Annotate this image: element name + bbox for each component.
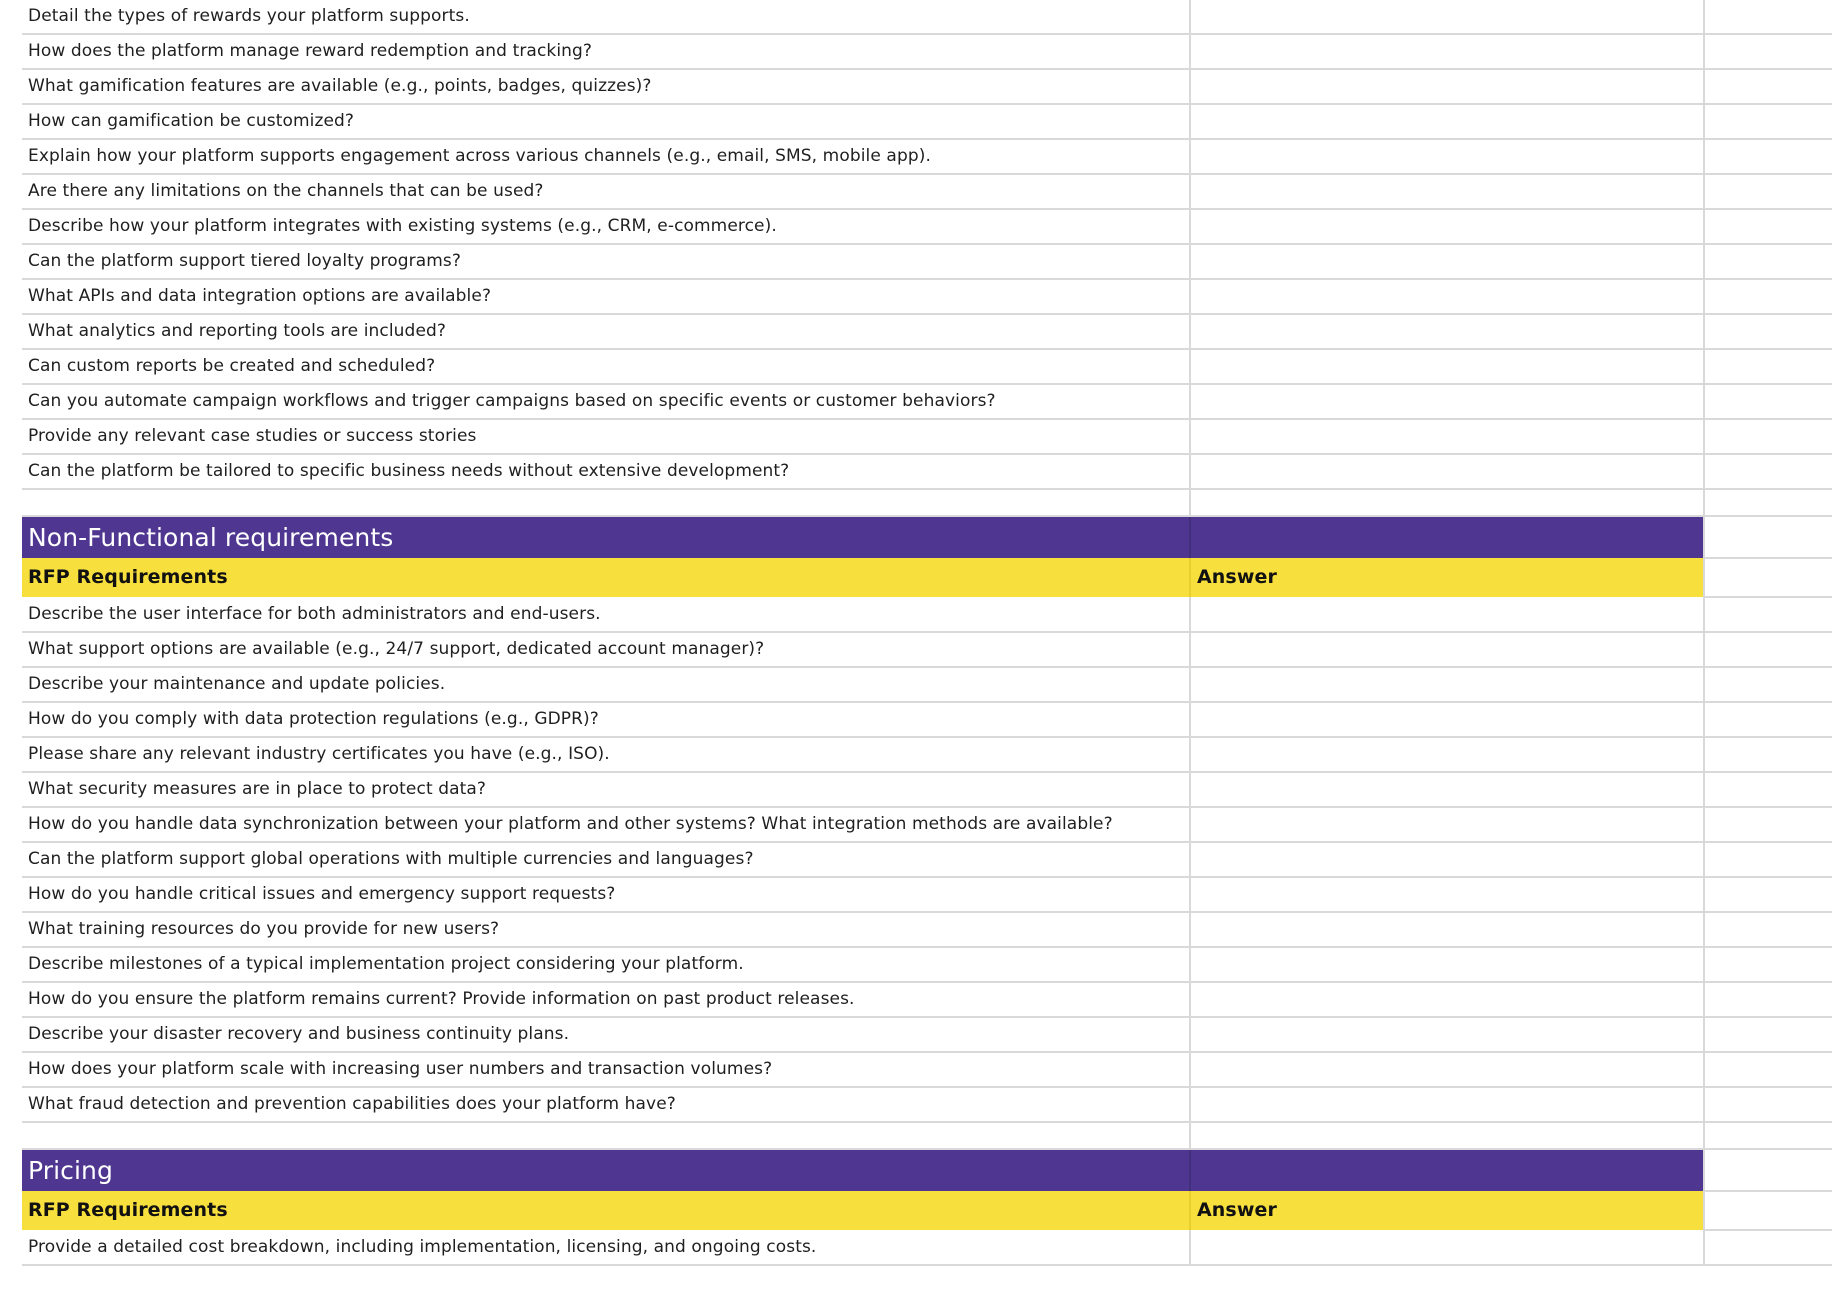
requirement-cell[interactable]: What training resources do you provide for new users? xyxy=(22,912,1190,947)
section-title[interactable]: Non-Functional requirements xyxy=(22,516,1190,558)
table-row xyxy=(22,807,1832,842)
table-row xyxy=(22,384,1832,419)
requirement-cell[interactable]: Can custom reports be created and scheduled? xyxy=(22,349,1190,384)
answer-cell[interactable] xyxy=(1190,737,1704,772)
section-title[interactable]: Pricing xyxy=(22,1149,1190,1191)
empty-cell[interactable] xyxy=(1704,314,1832,349)
answer-cell[interactable] xyxy=(1190,1052,1704,1087)
empty-cell[interactable] xyxy=(1704,1191,1832,1230)
requirement-cell[interactable]: What security measures are in place to protect data? xyxy=(22,772,1190,807)
requirement-cell[interactable]: Can the platform support global operations with multiple currencies and languages? xyxy=(22,842,1190,877)
empty-cell[interactable] xyxy=(1704,209,1832,244)
table-row xyxy=(22,632,1832,667)
requirement-cell[interactable]: Can the platform support tiered loyalty programs? xyxy=(22,244,1190,279)
table-row xyxy=(22,702,1832,737)
answer-cell[interactable] xyxy=(1190,667,1704,702)
requirement-cell[interactable]: Describe the user interface for both administrators and end-users. xyxy=(22,597,1190,632)
rfp-table xyxy=(22,0,1832,1266)
empty-cell[interactable] xyxy=(1704,1087,1832,1122)
empty-cell[interactable] xyxy=(1190,1122,1704,1149)
table-row xyxy=(22,34,1832,69)
table-row xyxy=(22,69,1832,104)
table-row xyxy=(22,877,1832,912)
empty-cell[interactable] xyxy=(1704,104,1832,139)
empty-cell[interactable] xyxy=(1704,34,1832,69)
header-requirements[interactable]: RFP Requirements xyxy=(22,1191,1190,1230)
requirement-cell[interactable]: Detail the types of rewards your platform supports. xyxy=(22,0,1190,34)
empty-cell[interactable] xyxy=(1704,516,1832,558)
empty-cell[interactable] xyxy=(1704,139,1832,174)
requirement-cell[interactable]: Describe your disaster recovery and business continuity plans. xyxy=(22,1017,1190,1052)
requirement-cell[interactable]: Describe milestones of a typical implementation project considering your platform. xyxy=(22,947,1190,982)
empty-cell[interactable] xyxy=(1704,419,1832,454)
table-row xyxy=(22,947,1832,982)
empty-cell[interactable] xyxy=(1704,174,1832,209)
answer-cell[interactable] xyxy=(1190,1017,1704,1052)
table-row xyxy=(22,454,1832,489)
empty-cell[interactable] xyxy=(1704,69,1832,104)
requirement-cell[interactable]: How does your platform scale with increasing user numbers and transaction volumes? xyxy=(22,1052,1190,1087)
requirement-cell[interactable]: Please share any relevant industry certificates you have (e.g., ISO). xyxy=(22,737,1190,772)
requirement-cell[interactable]: How does the platform manage reward redemption and tracking? xyxy=(22,34,1190,69)
answer-cell[interactable] xyxy=(1190,69,1704,104)
answer-cell[interactable] xyxy=(1190,349,1704,384)
empty-cell[interactable] xyxy=(1704,349,1832,384)
answer-cell[interactable] xyxy=(1190,1230,1704,1265)
requirement-cell[interactable]: How do you comply with data protection regulations (e.g., GDPR)? xyxy=(22,702,1190,737)
empty-cell[interactable] xyxy=(1704,1052,1832,1087)
answer-cell[interactable] xyxy=(1190,842,1704,877)
requirement-cell[interactable]: How do you ensure the platform remains current? Provide information on past product releases. xyxy=(22,982,1190,1017)
table-row xyxy=(22,209,1832,244)
answer-cell[interactable] xyxy=(1190,139,1704,174)
empty-cell[interactable] xyxy=(1704,632,1832,667)
column-header-row xyxy=(22,558,1832,597)
empty-cell[interactable] xyxy=(1704,489,1832,516)
empty-cell[interactable] xyxy=(1704,1017,1832,1052)
section-title-row xyxy=(22,516,1832,558)
empty-cell[interactable] xyxy=(1704,737,1832,772)
table-row xyxy=(22,0,1832,34)
header-answer[interactable]: Answer xyxy=(1190,1191,1704,1230)
answer-cell[interactable] xyxy=(1190,279,1704,314)
blank-row xyxy=(22,489,1832,516)
table-row xyxy=(22,1052,1832,1087)
table-row xyxy=(22,174,1832,209)
answer-cell[interactable] xyxy=(1190,632,1704,667)
requirement-cell[interactable]: Can you automate campaign workflows and trigger campaigns based on specific events or customer behaviors? xyxy=(22,384,1190,419)
answer-cell[interactable] xyxy=(1190,912,1704,947)
answer-cell[interactable] xyxy=(1190,702,1704,737)
requirement-cell[interactable]: What APIs and data integration options are available? xyxy=(22,279,1190,314)
header-requirements[interactable]: RFP Requirements xyxy=(22,558,1190,597)
requirement-cell[interactable]: Explain how your platform supports engagement across various channels (e.g., email, SMS, mobile app). xyxy=(22,139,1190,174)
answer-cell[interactable] xyxy=(1190,244,1704,279)
answer-cell[interactable] xyxy=(1190,34,1704,69)
table-row xyxy=(22,772,1832,807)
requirement-cell[interactable]: How do you handle data synchronization between your platform and other systems? What integration methods are available? xyxy=(22,807,1190,842)
empty-cell[interactable] xyxy=(1704,982,1832,1017)
requirement-cell[interactable]: What support options are available (e.g., 24/7 support, dedicated account manager)? xyxy=(22,632,1190,667)
requirement-cell[interactable]: How can gamification be customized? xyxy=(22,104,1190,139)
answer-cell[interactable] xyxy=(1190,314,1704,349)
empty-cell[interactable] xyxy=(1704,597,1832,632)
answer-cell[interactable] xyxy=(1190,1087,1704,1122)
requirement-cell[interactable]: Can the platform be tailored to specific business needs without extensive development? xyxy=(22,454,1190,489)
empty-cell[interactable] xyxy=(1704,244,1832,279)
table-row xyxy=(22,1087,1832,1122)
table-row xyxy=(22,667,1832,702)
table-row xyxy=(22,737,1832,772)
table-row xyxy=(22,597,1832,632)
table-row xyxy=(22,349,1832,384)
requirement-cell[interactable]: Describe how your platform integrates with existing systems (e.g., CRM, e-commerce). xyxy=(22,209,1190,244)
answer-cell[interactable] xyxy=(1190,772,1704,807)
section-title-fill[interactable] xyxy=(1190,1149,1704,1191)
empty-cell[interactable] xyxy=(1704,1230,1832,1265)
requirement-cell[interactable]: Provide any relevant case studies or success stories xyxy=(22,419,1190,454)
answer-cell[interactable] xyxy=(1190,419,1704,454)
table-row xyxy=(22,1017,1832,1052)
empty-cell[interactable] xyxy=(1704,702,1832,737)
requirement-cell[interactable]: What gamification features are available (e.g., points, badges, quizzes)? xyxy=(22,69,1190,104)
answer-cell[interactable] xyxy=(1190,104,1704,139)
table-row xyxy=(22,279,1832,314)
blank-row xyxy=(22,1122,1832,1149)
answer-cell[interactable] xyxy=(1190,807,1704,842)
answer-cell[interactable] xyxy=(1190,174,1704,209)
table-row xyxy=(22,139,1832,174)
empty-cell[interactable] xyxy=(1704,1122,1832,1149)
requirement-cell[interactable]: Describe your maintenance and update policies. xyxy=(22,667,1190,702)
table-row xyxy=(22,104,1832,139)
table-row xyxy=(22,912,1832,947)
empty-cell[interactable] xyxy=(1704,454,1832,489)
answer-cell[interactable] xyxy=(1190,947,1704,982)
answer-cell[interactable] xyxy=(1190,209,1704,244)
answer-cell[interactable] xyxy=(1190,454,1704,489)
table-row xyxy=(22,1230,1832,1265)
table-row xyxy=(22,244,1832,279)
column-header-row xyxy=(22,1191,1832,1230)
empty-cell[interactable] xyxy=(1190,489,1704,516)
answer-cell[interactable] xyxy=(1190,384,1704,419)
table-row xyxy=(22,419,1832,454)
table-row xyxy=(22,842,1832,877)
requirement-cell[interactable]: What analytics and reporting tools are included? xyxy=(22,314,1190,349)
answer-cell[interactable] xyxy=(1190,0,1704,34)
empty-cell[interactable] xyxy=(1704,842,1832,877)
empty-cell[interactable] xyxy=(22,1122,1190,1149)
table-row xyxy=(22,982,1832,1017)
section-title-row xyxy=(22,1149,1832,1191)
section-title-fill[interactable] xyxy=(1190,516,1704,558)
empty-cell[interactable] xyxy=(1704,772,1832,807)
empty-cell[interactable] xyxy=(1704,667,1832,702)
empty-cell[interactable] xyxy=(22,489,1190,516)
row-gutter xyxy=(0,0,22,1296)
empty-cell[interactable] xyxy=(1704,0,1832,34)
empty-cell[interactable] xyxy=(1704,912,1832,947)
requirement-cell[interactable]: Provide a detailed cost breakdown, including implementation, licensing, and ongoing costs. xyxy=(22,1230,1190,1265)
answer-cell[interactable] xyxy=(1190,982,1704,1017)
empty-cell[interactable] xyxy=(1704,558,1832,597)
empty-cell[interactable] xyxy=(1704,947,1832,982)
empty-cell[interactable] xyxy=(1704,877,1832,912)
header-answer[interactable]: Answer xyxy=(1190,558,1704,597)
empty-cell[interactable] xyxy=(1704,279,1832,314)
answer-cell[interactable] xyxy=(1190,877,1704,912)
answer-cell[interactable] xyxy=(1190,597,1704,632)
empty-cell[interactable] xyxy=(1704,384,1832,419)
requirement-cell[interactable]: Are there any limitations on the channels that can be used? xyxy=(22,174,1190,209)
empty-cell[interactable] xyxy=(1704,1149,1832,1191)
requirement-cell[interactable]: What fraud detection and prevention capabilities does your platform have? xyxy=(22,1087,1190,1122)
empty-cell[interactable] xyxy=(1704,807,1832,842)
table-row xyxy=(22,314,1832,349)
requirement-cell[interactable]: How do you handle critical issues and emergency support requests? xyxy=(22,877,1190,912)
